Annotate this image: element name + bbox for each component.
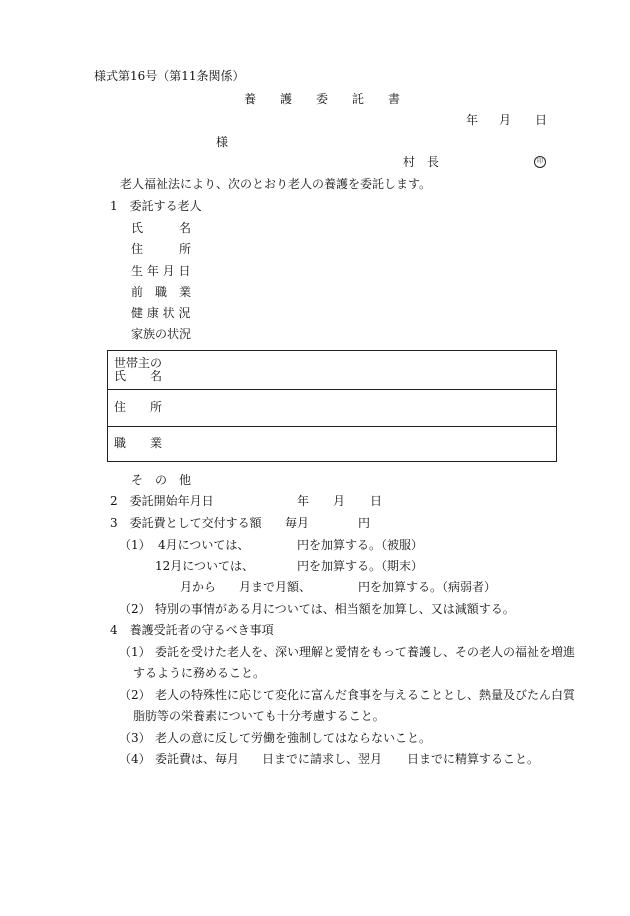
other-label: そ の 他 (131, 473, 192, 487)
duty3-line1: 老人の意に反して労働を強制してはならないこと。 (155, 731, 432, 745)
section2-month: 月 (333, 494, 346, 508)
household-occupation-label: 職 業 (114, 436, 163, 450)
household-table (107, 350, 557, 462)
page-title: 養 護 委 託 書 (244, 92, 401, 106)
intro-text: 老人福祉法により、次のとおり老人の養護を委託します。 (120, 177, 432, 191)
elder-birthdate-label: 生 年 月 日 (131, 264, 191, 278)
duty2-number: （2） (119, 688, 151, 702)
sub1-line2-b: 円を加算する。（期末） (297, 559, 424, 573)
elder-name-label: 氏 名 (131, 221, 192, 235)
section3-label: 3 委託費として交付する額 (110, 516, 262, 530)
household-address-label: 住 所 (114, 400, 163, 414)
sub1-number: （1） (119, 538, 151, 552)
duty2-line2: 脂肪等の栄養素についても十分考慮すること。 (133, 709, 385, 723)
duty1-line2: するように務めること。 (133, 666, 266, 680)
elder-health-label: 健 康 状 況 (131, 306, 191, 320)
date-day-label: 日 (535, 113, 548, 127)
seal-icon: 印 (534, 156, 546, 168)
duty2-line1: 老人の特殊性に応じて変化に富んだ食事を与えることとし、熱量及びたん白質 (155, 688, 576, 702)
section4-heading: 4 養護受託者の守るべき事項 (110, 623, 274, 637)
sub1-line2-a: 12月については、 (155, 559, 255, 573)
section3-yen: 円 (358, 516, 371, 530)
date-year-label: 年 (466, 113, 479, 127)
elder-family-label: 家族の状況 (131, 327, 192, 341)
sub1-line1-a: 4月については、 (158, 538, 250, 552)
form-number: 様式第16号（第11条関係） (94, 69, 245, 83)
section2-label: 2 委託開始年月日 (110, 494, 214, 508)
sender-title: 村 長 (403, 155, 440, 169)
sub1-line3-b: 月まで月額、 (239, 580, 312, 594)
sub1-line3-a: 月から (180, 580, 217, 594)
duty4-line1-b: 日までに請求し、翌月 (262, 752, 383, 766)
duty4-number: （4） (119, 752, 151, 766)
duty3-number: （3） (119, 731, 151, 745)
elder-prev-occupation-label: 前 職 業 (131, 285, 192, 299)
household-address-row (108, 389, 556, 427)
sub2-text: 特別の事情がある月については、相当額を加算し、又は減額する。 (155, 602, 515, 616)
date-month-label: 月 (499, 113, 512, 127)
household-occupation-row (108, 426, 556, 462)
duty4-line1-a: 委託費は、毎月 (155, 752, 240, 766)
household-head-label-1: 世帯主の (114, 356, 163, 370)
section3-monthly: 毎月 (285, 516, 310, 530)
household-head-row (108, 351, 556, 390)
sub1-line1-b: 円を加算する。（被服） (297, 538, 424, 552)
duty4-line1-c: 日までに精算すること。 (407, 752, 540, 766)
household-head-label-2: 氏 名 (114, 369, 163, 383)
duty1-line1: 委託を受けた老人を、深い理解と愛情をもって養護し、その老人の福祉を増進 (155, 645, 576, 659)
section1-heading: 1 委託する老人 (110, 199, 202, 213)
section2-year: 年 (297, 494, 310, 508)
duty1-number: （1） (119, 645, 151, 659)
addressee-suffix: 様 (216, 135, 229, 149)
section2-day: 日 (370, 494, 383, 508)
sub2-number: （2） (119, 602, 151, 616)
elder-address-label: 住 所 (131, 242, 192, 256)
sub1-line3-c: 円を加算する。（病弱者） (358, 580, 497, 594)
